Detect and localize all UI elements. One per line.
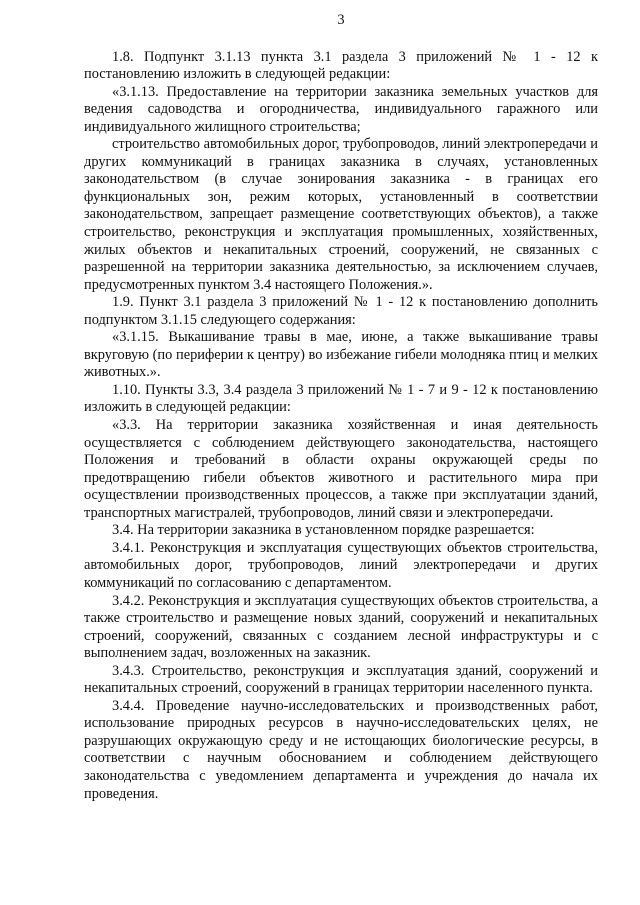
paragraph-3-4-2: 3.4.2. Реконструкция и эксплуатация существующих объектов строительства, а также строительство и размещение новых зданий, сооружений и некапитальных строений, сооружений, связанных с созданием лесной инфраструктуры и с выполнением задач, возложенных на заказник.: [84, 592, 598, 662]
page-number: 3: [337, 12, 345, 28]
paragraph-1-9: 1.9. Пункт 3.1 раздела 3 приложений № 1 - 12 к постановлению дополнить подпунктом 3.1.15 следующего содержания:: [84, 294, 598, 328]
paragraph-1-8: 1.8. Подпункт 3.1.13 пункта 3.1 раздела 3 приложений № 1 - 12 к постановлению изложить в следующей редакции:: [84, 48, 598, 83]
paragraph-3-1-15: «3.1.15. Выкашивание травы в мае, июне, а также выкашивание травы вкруговую (по периферии к центру) во избежание гибели молодняка птиц и мелких животных.».: [84, 329, 598, 381]
paragraph-3-4-1: 3.4.1. Реконструкция и эксплуатация существующих объектов строительства, автомобильных дорог, трубопроводов, линий электропередачи и других коммуникаций по согласованию с департаментом.: [84, 539, 598, 591]
paragraph-construction: строительство автомобильных дорог, трубопроводов, линий электропередачи и других коммуникаций в границах заказника в случаях, установленных законодательством (в случае зонирования заказника - в границах его функциональных зон, режим которых, установленный в соответствии законодательством, запрещает размещение соответствующих объектов), а также строительство, реконструкция и эксплуатация промышленных, хозяйственных, жилых объектов и некапитальных строений, сооружений, не связанных с разрешенной на территории заказника деятельностью, за исключением случаев, предусмотренных пунктом 3.4 настоящего Положения.».: [84, 136, 598, 293]
paragraph-3-4-3: 3.4.3. Строительство, реконструкция и эксплуатация зданий, сооружений и некапитальных строений, сооружений в границах территории населенного пункта.: [84, 662, 598, 697]
paragraph-3-3: «3.3. На территории заказника хозяйственная и иная деятельность осуществляется с соблюдением действующего законодательства, настоящего Положения и требований в области охраны окружающей среды по предотвращению гибели объектов животного и растительного мира при осуществлении производственных процессов, а также при эксплуатации зданий, транспортных магистралей, трубопроводов, линий связи и электропередачи.: [84, 417, 598, 521]
paragraph-3-1-13: «3.1.13. Предоставление на территории заказника земельных участков для ведения садоводства и огородничества, индивидуального гаражного или индивидуального жилищного строительства;: [84, 83, 598, 135]
paragraph-3-4: 3.4. На территории заказника в установленном порядке разрешается:: [112, 522, 535, 539]
paragraph-3-4-4: 3.4.4. Проведение научно-исследовательских и производственных работ, использование природных ресурсов в научно-исследовательских целях, не разрушающих окружающую среду и не истощающих биологические ресурсы, в соответствии с научным обоснованием и соблюдением действующего законодательства с уведомлением департамента и учреждения до начала их проведения.: [84, 697, 598, 802]
paragraph-1-10: 1.10. Пункты 3.3, 3.4 раздела 3 приложений № 1 - 7 и 9 - 12 к постановлению изложить в следующей редакции:: [84, 381, 598, 416]
